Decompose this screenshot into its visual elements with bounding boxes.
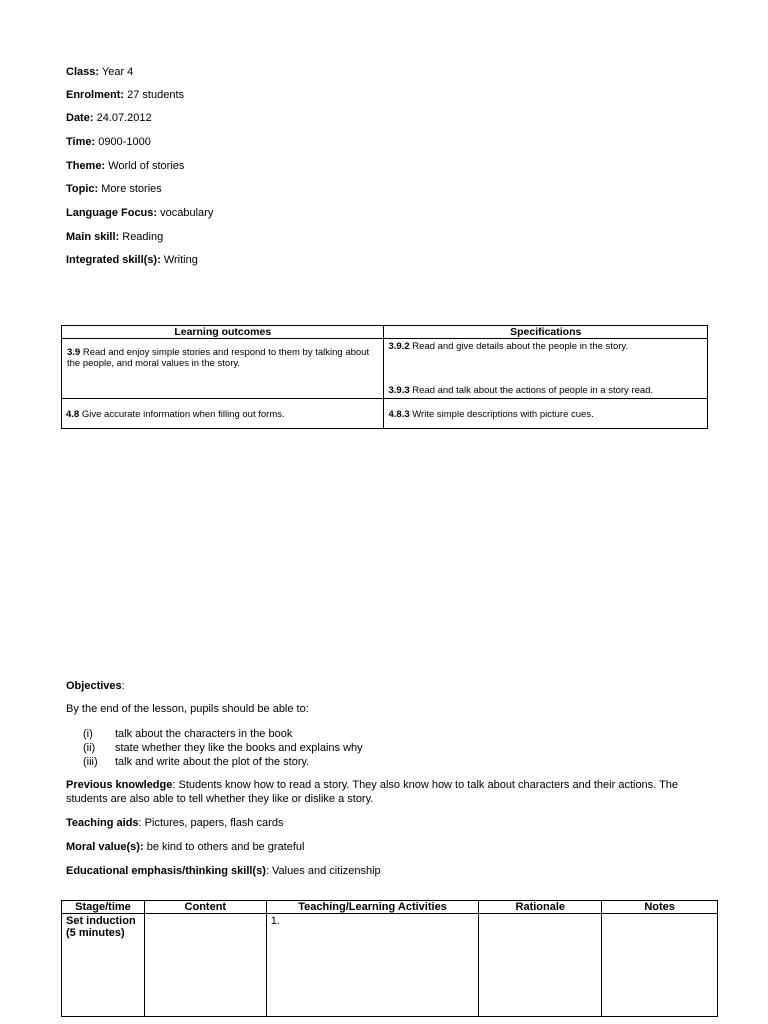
language-focus-field: Language Focus: vocabulary bbox=[66, 207, 214, 219]
activities-cell: 1. bbox=[266, 914, 479, 1017]
objectives-list bbox=[83, 727, 363, 769]
topic-field: Topic: More stories bbox=[66, 183, 162, 195]
lesson-stages-table bbox=[61, 900, 718, 1017]
rationale-cell bbox=[479, 914, 602, 1017]
notes-cell bbox=[602, 914, 718, 1017]
outcome-cell: 4.8 Give accurate information when filling out forms. bbox=[62, 399, 384, 429]
content-cell bbox=[144, 914, 266, 1017]
class-field: Class: Year 4 bbox=[66, 66, 134, 78]
integrated-skills-field: Integrated skill(s): Writing bbox=[66, 254, 198, 266]
specifications-header: Specifications bbox=[384, 326, 708, 339]
activities-header: Teaching/Learning Activities bbox=[266, 901, 479, 914]
list-item: (ii) state whether they like the books and explains why bbox=[83, 742, 363, 754]
main-skill-field: Main skill: Reading bbox=[66, 231, 164, 243]
list-item: (iii) talk and write about the plot of the story. bbox=[83, 756, 310, 768]
theme-field: Theme: World of stories bbox=[66, 160, 185, 172]
date-field: Date: 24.07.2012 bbox=[66, 112, 152, 124]
stage-time-header: Stage/time bbox=[62, 901, 145, 914]
list-item: (i) talk about the characters in the book bbox=[83, 728, 293, 740]
learning-outcomes-table bbox=[61, 325, 708, 429]
outcomes-header: Learning outcomes bbox=[62, 326, 384, 339]
outcome-cell: 3.9 Read and enjoy simple stories and respond to them by talking about the people, and moral values in the story. bbox=[62, 339, 384, 399]
specification-cell: 3.9.2 Read and give details about the people in the story. 3.9.3 Read and talk about the actions of people in a story read. bbox=[384, 339, 708, 399]
objectives-intro: By the end of the lesson, pupils should be able to: bbox=[66, 703, 309, 715]
rationale-header: Rationale bbox=[479, 901, 602, 914]
educational-emphasis: Educational emphasis/thinking skill(s): Values and citizenship bbox=[66, 865, 381, 877]
content-header: Content bbox=[144, 901, 266, 914]
table-row bbox=[62, 914, 718, 1017]
notes-header: Notes bbox=[602, 901, 718, 914]
time-field: Time: 0900-1000 bbox=[66, 136, 151, 148]
objectives-heading: Objectives: bbox=[66, 680, 125, 692]
previous-knowledge: Previous knowledge: Students know how to read a story. They also know how to talk about characters and their actions. The students are also able to tell whether they like or dislike a story. bbox=[66, 779, 679, 805]
moral-values: Moral value(s): be kind to others and be grateful bbox=[66, 841, 305, 853]
stage-cell: Set induction (5 minutes) bbox=[62, 914, 145, 1017]
enrolment-field: Enrolment: 27 students bbox=[66, 89, 184, 101]
teaching-aids: Teaching aids: Pictures, papers, flash cards bbox=[66, 817, 284, 829]
specification-cell: 4.8.3 Write simple descriptions with picture cues. bbox=[384, 399, 708, 429]
